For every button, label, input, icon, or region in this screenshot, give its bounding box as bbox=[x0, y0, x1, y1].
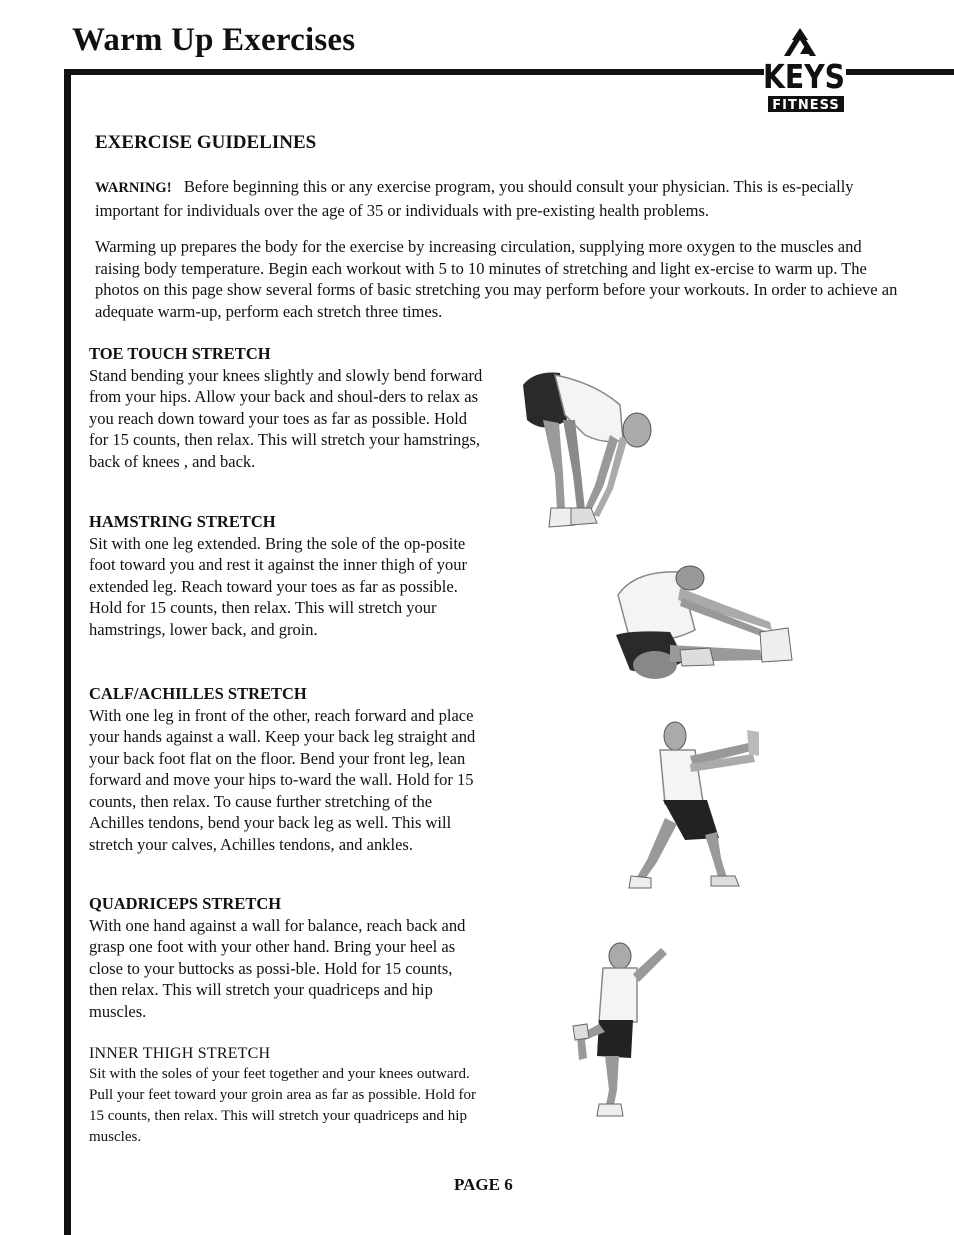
warning-label: WARNING! bbox=[95, 180, 172, 196]
guidelines-heading: EXERCISE GUIDELINES bbox=[95, 132, 317, 153]
page-number: PAGE 6 bbox=[454, 1175, 513, 1194]
keys-fitness-logo bbox=[760, 26, 848, 116]
exercise-calf-achilles bbox=[89, 683, 484, 855]
exercise-body: Stand bending your knees slightly and slowly bend forward from your hips. Allow your back and shoul-ders to relax as you reach down toward your toes as far as possible. Hold for 15 counts, then relax. This will stretch your hamstrings, back of knees , and back. bbox=[89, 365, 483, 471]
exercise-body: Sit with the soles of your feet together and your knees outward. Pull your feet toward your groin area as far as possible. Hold for 15 counts, then relax. This will stretch your quadriceps and hip muscles. bbox=[89, 1066, 476, 1145]
exercise-inner-thigh bbox=[89, 1043, 484, 1148]
svg-text:KEYS: KEYS bbox=[763, 57, 845, 96]
exercise-heading: CALF/ACHILLES STRETCH bbox=[89, 684, 307, 703]
hamstring-photo bbox=[610, 560, 800, 685]
exercise-hamstring bbox=[89, 511, 484, 640]
exercise-body: Sit with one leg extended. Bring the sole of the op-posite foot toward you and rest it against the inner thigh of your extended leg. Reach toward your toes as far as possible. Hold for 15 counts, then relax. This will stretch your hamstrings, lower back, and groin. bbox=[89, 533, 468, 639]
left-margin-rule bbox=[64, 69, 71, 1235]
exercise-heading: TOE TOUCH STRETCH bbox=[89, 344, 271, 363]
header-rule bbox=[64, 69, 764, 75]
warmup-paragraph: Warming up prepares the body for the exercise by increasing circulation, supplying more oxygen to the muscles and raising body temperature. Begin each workout with 5 to 10 minutes of stretching and light ex-ercise to warm up. The photos on this page show several forms of basic stretching you may perform before your workouts. In order to achieve an adequate warm-up, perform each stretch three times. bbox=[95, 237, 898, 321]
page-title: Warm Up Exercises bbox=[72, 22, 356, 58]
exercise-heading: INNER THIGH STRETCH bbox=[89, 1045, 271, 1062]
exercise-quadriceps bbox=[89, 893, 484, 1022]
svg-text:FITNESS: FITNESS bbox=[772, 98, 840, 113]
exercise-body: With one hand against a wall for balance, reach back and grasp one foot with your other hand. Bring your heel as close to your buttocks as possi-ble. Hold for 15 counts, then relax. This will stretch your quadriceps and hip muscles. bbox=[89, 915, 466, 1021]
exercise-heading: HAMSTRING STRETCH bbox=[89, 512, 276, 531]
exercise-body: With one leg in front of the other, reach forward and place your hands against a wall. Keep your back leg straight and your back foot flat on the floor. Bend your front leg, lean forward and move your hips to-ward the wall. Hold for 15 counts, then relax. To cause further stretching of the Achilles tendons, bend your back leg as well. This will stretch your calves, Achilles tendons, and ankles. bbox=[89, 705, 476, 854]
quadriceps-photo bbox=[565, 940, 675, 1120]
warning-text: Before beginning this or any exercise program, you should consult your physician. This is es-pecially important for individuals over the age of 35 or individuals with pre-existing health problems. bbox=[95, 177, 854, 220]
toe-touch-photo bbox=[515, 365, 665, 540]
exercise-heading: QUADRICEPS STRETCH bbox=[89, 894, 282, 913]
header-rule-right bbox=[846, 69, 954, 75]
calf-achilles-photo bbox=[625, 720, 775, 900]
exercise-toe-touch bbox=[89, 343, 484, 472]
warning-paragraph bbox=[95, 176, 910, 221]
